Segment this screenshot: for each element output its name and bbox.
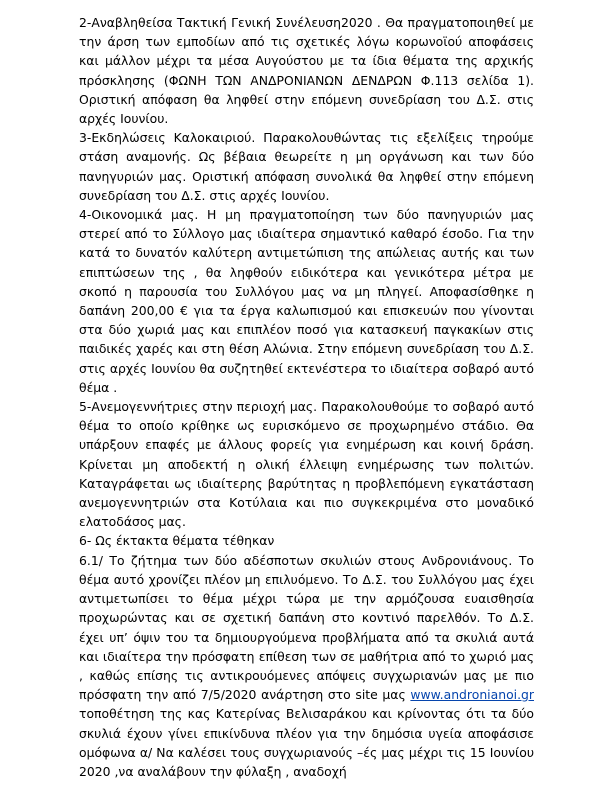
paragraph-item-3: 3-Εκδηλώσεις Καλοκαιριού. Παρακολουθώντας τις εξελίξεις τηρούμε στάση αναμονής. Ως βέβαια θεωρείτε η μη οργάνωση και των δύο πανηγυριών μας. Οριστική απόφαση συνολικά θα ληφθεί στην επόμενη συνεδρίαση του Δ.Σ. στις αρχές Ιουνίου. [79,130,534,203]
paragraph-item-6-1-text-before: 6.1/ Το ζήτημα των δύο αδέσποτων σκυλιών στους Ανδρονιάνους. Το θέμα αυτό χρονίζει πλέον μη επιλυόμενο. Το Δ.Σ. του Συλλόγου μας έχει αντιμετωπίσει το θέμα μέχρι τώρα με την αρμόζουσα ευαισθησία προχωρώντας και σε σχετική δαπάνη στο κοντινό παρελθόν. Το Δ.Σ. έχει υπ’ όψιν του τα δημιουργούμενα προβλήματα από τα σκυλιά αυτά και ιδιαίτερα την πρόσφατη επίθεση των σε μαθήτρια από το χωριό μας , καθώς επίσης τις αντικρουόμενες απόψεις συγχωριανών μας με πιο πρόσφατη την από 7/5/2020 ανάρτηση στο site μας [79,552,534,703]
document-page [79,13,534,781]
paragraph-item-6-1-text-after: τοποθέτηση της κας Κατερίνας Βελισαράκου και κρίνοντας ότι τα δύο σκυλιά έχουν γίνει επικίνδυνα πλέον για την δημόσια υγεία αποφάσισε ομόφωνα α/ Να καλέσει τους συγχωριανούς –ές μας μέχρι τις 15 Ιουνίου 2020 ,να αναλάβουν την φύλαξη , αναδοχή [79,706,534,779]
paragraph-item-5: 5-Ανεμογεννήτριες στην περιοχή μας. Παρακολουθούμε το σοβαρό αυτό θέμα το οποίο κρίθηκε ως ευρισκόμενο σε προχωρημένο στάδιο. Θα υπάρξουν επαφές με άλλους φορείς για ενημέρωση και κοινή δράση. Κρίνεται μη αποδεκτή η ολική έλλειψη ενημέρωσης των πολιτών. Καταγράφεται ως ιδιαίτερης βαρύτητας η προβλεπόμενη εγκατάσταση ανεμογεννητριών στα Κοτύλαια και πιο συγκεκριμένα στο μοναδικό ελατοδάσος μας. [79,399,534,530]
site-link[interactable]: www.andronianoi.gr [410,687,534,703]
paragraph-item-2: 2-Αναβληθείσα Τακτική Γενική Συνέλευση2020 . Θα πραγματοποιηθεί με την άρση των εμποδίων από τις σχετικές λόγω κορωνοϊού αποφάσεις και μάλλον μέχρι τα μέσα Αυγούστου με τα ίδια θέματα της αρχικής πρόσκλησης (ΦΩΝΗ ΤΩΝ ΑΝΔΡΟΝΙΑΝΩΝ ΔΕΝΔΡΩΝ Φ.113 σελίδα 1). Οριστική απόφαση θα ληφθεί στην επόμενη συνεδρίαση του Δ.Σ. στις αρχές Ιουνίου. [79,15,534,127]
paragraph-item-6-heading: 6- Ως έκτακτα θέματα τέθηκαν [79,533,275,549]
paragraph-item-4: 4-Οικονομικά μας. Η μη πραγματοποίηση των δύο πανηγυριών μας στερεί από το Σύλλογο μας ιδιαίτερα σημαντικό καθαρό έσοδο. Για την κατά το δυνατόν καλύτερη αντιμετώπιση της απώλειας αυτής και των επιπτώσεων της , θα ληφθούν ειδικότερα και γενικότερα μέτρα με σκοπό η παρουσία του Συλλόγου μας να μη πληγεί. Αποφασίσθηκε η δαπάνη 200,00 € για τα έργα καλωπισμού και επισκευών που γίνονται στα δύο χωριά μας και επιπλέον ποσό για κατασκευή παγκακίων στις παιδικές χαρές και στη θέση Αλώνια. Στην επόμενη συνεδρίαση του Δ.Σ. στις αρχές Ιουνίου θα συζητηθεί εκτενέστερα το ιδιαίτερα σοβαρό αυτό θέμα . [79,207,534,395]
paragraph-item-6-1 [79,551,534,781]
